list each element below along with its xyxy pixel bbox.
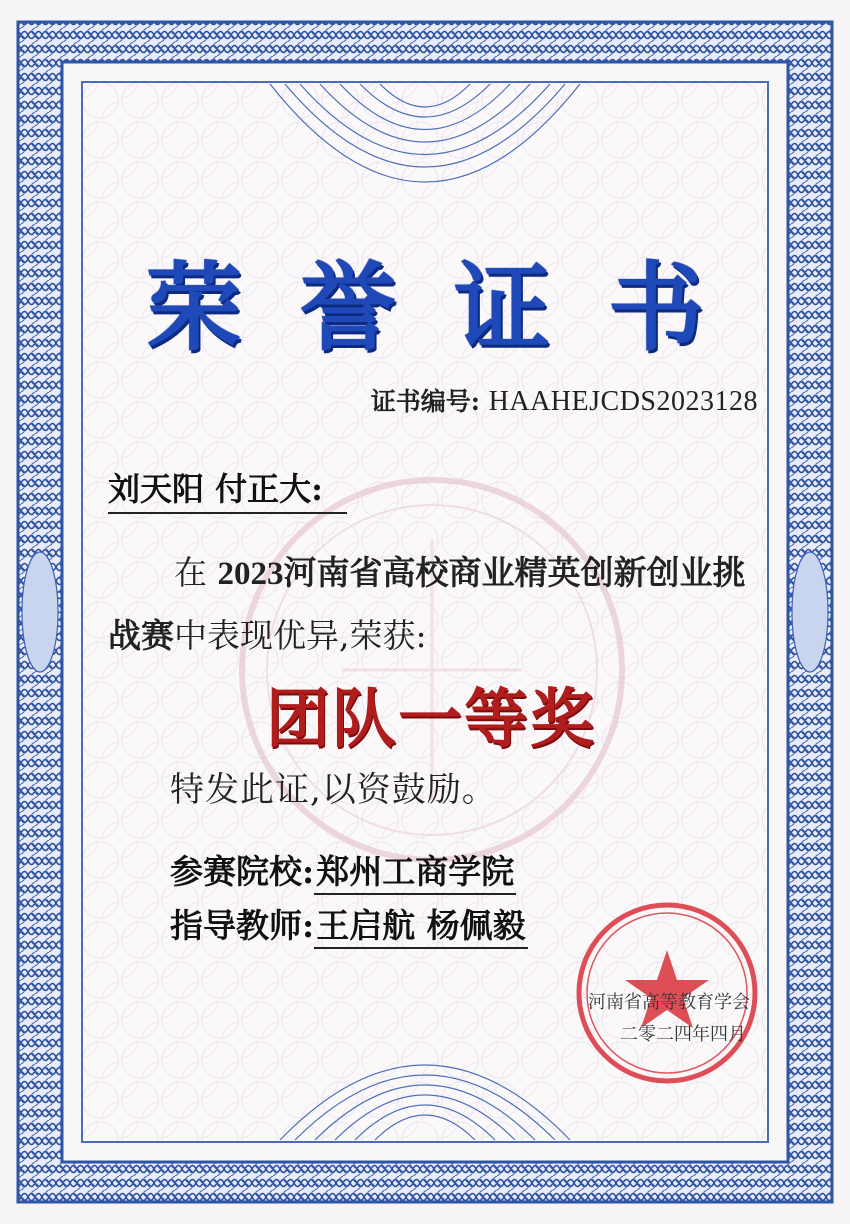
advisor-field [170,900,528,947]
certificate-number-value: HAAHEJCDS2023128 [488,386,758,417]
body-suffix: 中表现优异,荣获: [174,616,427,655]
recipient-names: 刘天阳 付正大: [108,464,347,514]
certificate-number-label: 证书编号: [370,387,480,416]
issuing-organization: 河南省高等教育学会 [588,992,750,1013]
school-label: 参赛院校: [170,852,315,891]
certificate-body [108,542,758,666]
advisor-value: 王启航 杨佩毅 [314,906,528,949]
competition-year: 2023 [217,556,284,592]
advisor-label: 指导教师: [170,906,315,945]
closing-text: 特发此证,以资鼓励。 [170,770,497,810]
certificate-title: 荣誉证书 [146,251,762,364]
award-name: 团队一等奖 [266,682,596,757]
competition-name: 河南省高校商业精英创新创业挑战赛 [108,553,746,655]
issue-date: 二零二四年四月 [620,1024,746,1045]
school-field [170,846,516,893]
certificate-number [371,382,758,418]
body-prefix: 在 [174,553,207,592]
school-value: 郑州工商学院 [314,852,516,895]
